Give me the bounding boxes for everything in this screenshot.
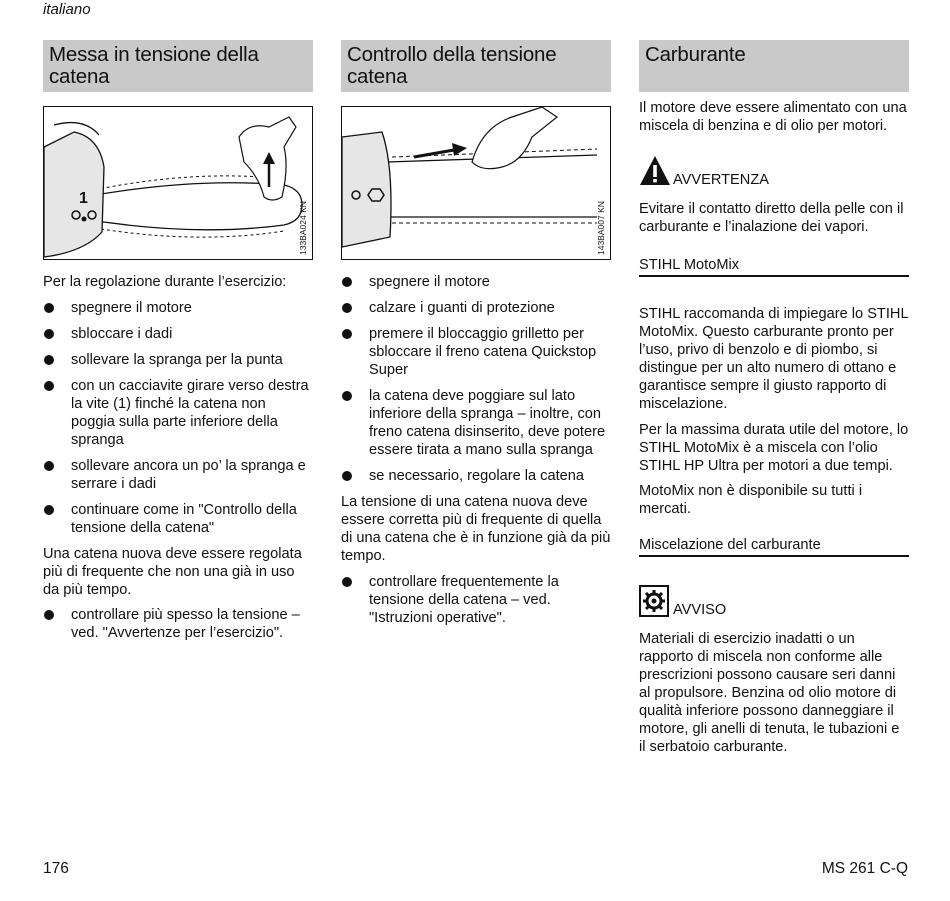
column-chain-tensioning <box>43 40 313 650</box>
subheading-fuel-mixing: Miscelazione del carburante <box>639 536 909 557</box>
steps-list-2 <box>341 573 611 627</box>
list-item: controllare più spesso la tensione – ved. "Avvertenze per l’esercizio". <box>43 606 313 642</box>
list-item: con un cacciavite girare verso destra la vite (1) finché la catena non poggia sulla parte inferiore della spranga <box>43 377 313 449</box>
paragraph: Una catena nuova deve essere regolata più di frequente che non una già in uso da più tempo. <box>43 545 302 598</box>
steps-list <box>341 273 611 485</box>
list-item: la catena deve poggiare sul lato inferiore della spranga – inoltre, con freno catena disinserito, deve potere essere tirata a mano sulla spranga <box>341 387 611 459</box>
list-item: premere il bloccaggio grilletto per sbloccare il freno catena Quickstop Super <box>341 325 611 379</box>
list-item: sollevare la spranga per la punta <box>43 351 313 369</box>
page-number: 176 <box>43 860 69 877</box>
figure-callout-1: 1 <box>79 190 88 207</box>
paragraph: MotoMix non è disponibile su tutti i mercati. <box>639 483 863 517</box>
section-title: Carburante <box>639 40 909 92</box>
list-item: spegnere il motore <box>43 299 313 317</box>
figure-code: 143BA007 KN <box>596 201 606 255</box>
list-item: calzare i guanti di protezione <box>341 299 611 317</box>
model-name: MS 261 C-Q <box>821 860 908 877</box>
chain-tension-illustration <box>43 106 313 260</box>
subheading-motomix: STIHL MotoMix <box>639 256 909 277</box>
warning-text: Evitare il contatto diretto della pelle con il carburante e l’inalazione dei vapori. <box>639 201 904 235</box>
notice-text: Materiali di esercizio inadatti o un rapporto di miscela non conforme alle prescrizioni possono causare seri danni al propulsore. Benzina od olio motore di qualità inferiore possono danneggiare il motore, gli anelli di tenuta, le tubazioni e il serbatoio carburante. <box>639 631 900 755</box>
section-title: Messa in tensione della catena <box>43 40 313 92</box>
warning-block <box>639 155 909 191</box>
gear-notice-icon <box>639 585 669 617</box>
section-title: Controllo della tensione catena <box>341 40 611 92</box>
list-item: continuare come in "Controllo della tensione della catena" <box>43 501 313 537</box>
list-item: spegnere il motore <box>341 273 611 291</box>
notice-block <box>639 585 909 621</box>
list-item: se necessario, regolare la catena <box>341 467 611 485</box>
list-item: sbloccare i dadi <box>43 325 313 343</box>
list-item: controllare frequentemente la tensione della catena – ved. "Istruzioni operative". <box>341 573 611 627</box>
paragraph: Per la massima durata utile del motore, lo STIHL MotoMix è a miscela con l’olio STIHL HP Ultra per motori a due tempi. <box>639 421 909 474</box>
paragraph: La tensione di una catena nuova deve essere corretta più di frequente di quella di una catena che è in funzione già da più tempo. <box>341 494 611 564</box>
column-chain-check <box>341 40 611 635</box>
chain-check-illustration <box>341 106 611 260</box>
list-item: sollevare ancora un po’ la spranga e serrare i dadi <box>43 457 313 493</box>
warning-label: AVVERTENZA <box>673 172 769 188</box>
steps-list-2 <box>43 606 313 642</box>
paragraph: STIHL raccomanda di impiegare lo STIHL MotoMix. Questo carburante pronto per l’uso, privo di benzolo e di piombo, si distingue per un alto numero di ottano e garantisce sempre il giusto rapporto di miscelazione. <box>639 306 909 412</box>
intro-text: Per la regolazione durante l’esercizio: <box>43 274 287 290</box>
column-fuel <box>639 40 909 764</box>
steps-list <box>43 299 313 537</box>
figure-code: 133BA024 KN <box>298 201 308 255</box>
language-label: italiano <box>43 1 91 18</box>
warning-triangle-icon <box>639 155 671 187</box>
intro-text: Il motore deve essere alimentato con una miscela di benzina e di olio per motori. <box>639 100 907 134</box>
notice-label: AVVISO <box>673 602 727 618</box>
